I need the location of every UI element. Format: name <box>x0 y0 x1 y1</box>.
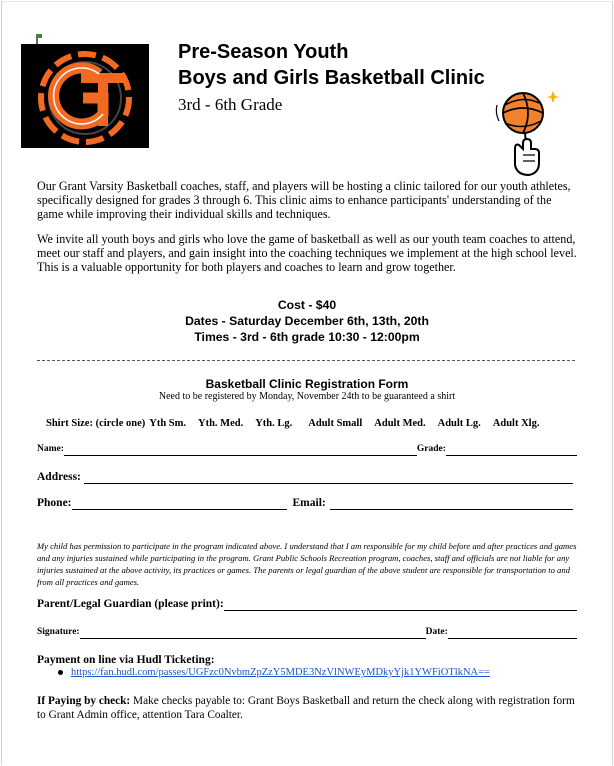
name-label: Name: <box>37 444 64 454</box>
phone-field[interactable] <box>72 499 287 510</box>
shirt-size-option[interactable]: Adult Med. <box>374 418 426 429</box>
signature-label: Signature: <box>37 627 80 637</box>
shirt-size-option[interactable]: Adult Small <box>308 418 363 429</box>
date-label: Date: <box>425 627 448 637</box>
title-line-1: Pre-Season Youth <box>178 41 349 63</box>
shirt-size-option[interactable]: Yth. Lg. <box>255 418 293 429</box>
email-field[interactable] <box>330 499 573 510</box>
hudl-payment-link[interactable]: https://fan.hudl.com/passes/UGFzc0NvbmZpZzY5MDE3NzVlNWEyMDkyYjk1YWFiOTlkNA== <box>71 667 490 678</box>
basketball-on-finger-icon <box>493 85 565 180</box>
form-title: Basketball Clinic Registration Form <box>205 377 409 391</box>
guardian-row <box>37 598 577 611</box>
title-line-2: Boys and Girls Basketball Clinic <box>178 67 485 89</box>
address-field[interactable] <box>84 473 573 484</box>
cost-line: Cost - $40 <box>277 298 337 312</box>
phone-label: Phone: <box>37 497 72 509</box>
payment-link-item <box>58 666 490 679</box>
form-subtitle: Need to be registered by Monday, November 24th to be guaranteed a shirt <box>158 391 456 402</box>
check-payment-instructions <box>37 694 577 722</box>
address-row <box>37 471 573 484</box>
dates-line: Dates - Saturday December 6th, 13th, 20th <box>185 314 429 328</box>
address-label: Address: <box>37 471 81 483</box>
signature-field[interactable] <box>80 628 426 639</box>
name-field[interactable] <box>64 445 417 456</box>
shirt-size-option[interactable]: Adult Xlg. <box>492 418 540 429</box>
shirt-size-option[interactable]: Yth. Med. <box>198 418 244 429</box>
bullet-icon <box>58 670 63 675</box>
grade-range: 3rd - 6th Grade <box>178 95 283 114</box>
intro-paragraph-2: We invite all youth boys and girls who love the game of basketball as well as our youth team coaches to attend, meet our staff and players, and gain insight into the coaching techniques we implement at the high school level. This is a valuable opportunity for both players and coaches to learn and grow together. <box>37 232 577 274</box>
cut-divider <box>37 360 575 361</box>
shirt-size-row <box>46 417 586 430</box>
check-payment-text: Make checks payable to: Grant Boys Basketball and return the check along with registration form to Grant Admin office, attention Tara Coalter. <box>37 695 575 721</box>
name-grade-row <box>37 443 577 456</box>
times-line: Times - 3rd - 6th grade 10:30 - 12:00pm <box>194 330 420 344</box>
date-field[interactable] <box>448 628 577 639</box>
gt-logo-icon <box>21 44 149 148</box>
guardian-field[interactable] <box>224 600 577 611</box>
online-payment-title: Payment on line via Hudl Ticketing: <box>37 654 215 666</box>
intro-paragraph-1: Our Grant Varsity Basketball coaches, staff, and players will be hosting a clinic tailored for our youth athletes, specifically designed for grades 3 through 6. This clinic aims to enhance participants' understanding of the game while improving their individual skills and techniques. <box>37 179 571 221</box>
check-payment-label: If Paying by check: <box>37 695 131 707</box>
shirt-size-label: Shirt Size: (circle one) <box>46 418 146 429</box>
liability-disclaimer: My child has permission to participate in the program indicated above. I understand that I am responsible for my child before and after practices and games and any injuries sustained while participating in the program. Grant Public Schools Recreation program, coaches, staff and officials are not liable for any injuries sustained at the above activity, its practices or games. The parents or legal guardian of the above student are responsible for transportation to and from all practices and games. <box>37 541 577 587</box>
grade-label: Grade: <box>416 444 446 454</box>
email-label: Email: <box>292 497 326 509</box>
grade-field[interactable] <box>446 445 577 456</box>
shirt-size-option[interactable]: Adult Lg. <box>437 418 481 429</box>
shirt-size-option[interactable]: Yth Sm. <box>149 418 186 429</box>
guardian-label: Parent/Legal Guardian (please print): <box>37 598 224 610</box>
phone-email-row <box>37 497 573 510</box>
signature-date-row <box>37 626 577 639</box>
